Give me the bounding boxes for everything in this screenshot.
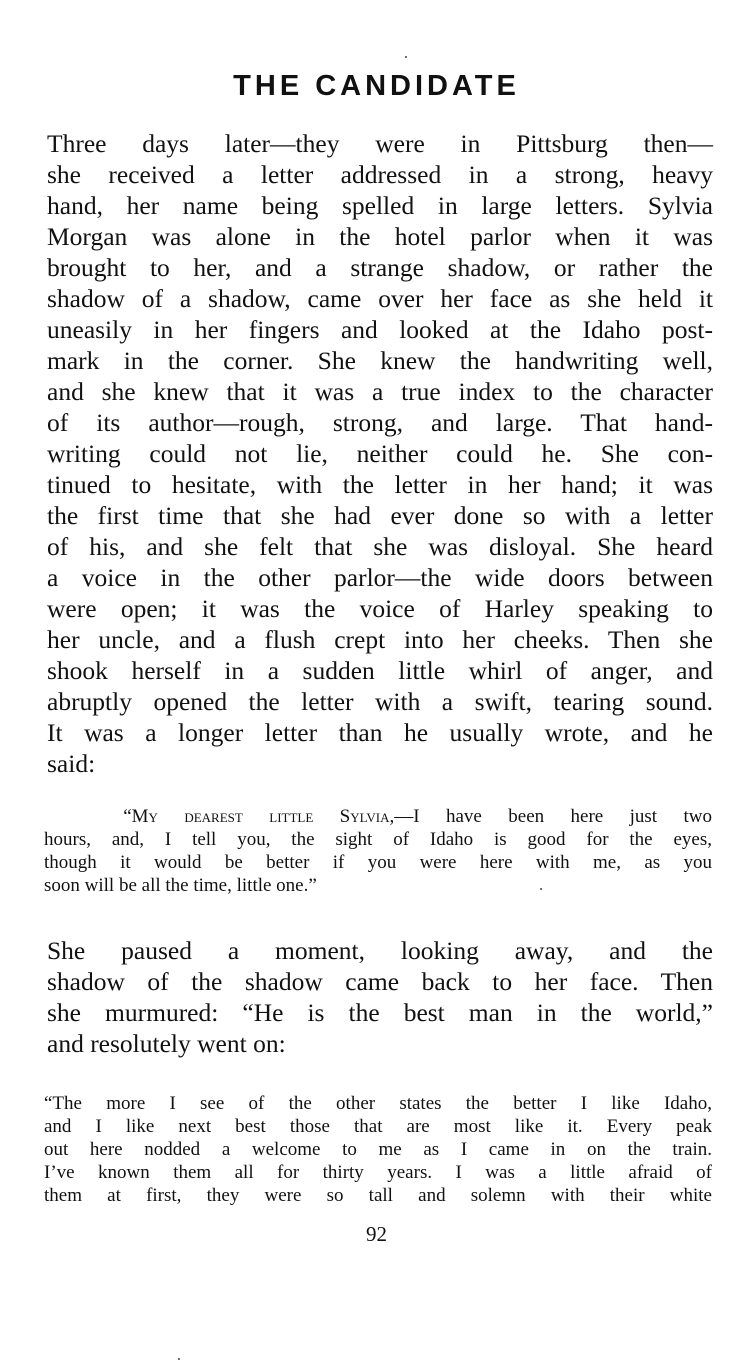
text-line: shook herself in a sudden little whirl of anger, and xyxy=(47,656,713,685)
letter-line: though it would be better if you were here with me, as you xyxy=(44,852,712,873)
letter-salutation: “My dearest little Sylvia, xyxy=(123,806,395,827)
letter-line: “The more I see of the other states the better I like Idaho, xyxy=(44,1093,712,1114)
text-line: It was a longer letter than he usually wrote, and he xyxy=(47,718,713,747)
text-line: hand, her name being spelled in large letters. Sylvia xyxy=(47,191,713,220)
text-line: her uncle, and a flush crept into her cheeks. Then she xyxy=(47,625,713,654)
text-line: uneasily in her fingers and looked at the Idaho post- xyxy=(47,315,713,344)
text-line: tinued to hesitate, with the letter in her hand; it was xyxy=(47,470,713,499)
letter-line: out here nodded a welcome to me as I came in on the train. xyxy=(44,1139,712,1160)
text-line: she received a letter addressed in a strong, heavy xyxy=(47,160,713,189)
text-line: she murmured: “He is the best man in the world,” xyxy=(47,998,713,1027)
text-line: shadow of a shadow, came over her face as she held it xyxy=(47,284,713,313)
text-line: of its author—rough, strong, and large. That hand- xyxy=(47,408,713,437)
letter-line: I’ve known them all for thirty years. I was a little afraid of xyxy=(44,1162,712,1183)
text-line: and resolutely went on: xyxy=(47,1029,286,1058)
letter-line xyxy=(44,805,712,828)
paragraph-2 xyxy=(47,935,713,1059)
text-line: Morgan was alone in the hotel parlor when it was xyxy=(47,222,713,251)
text-line: the first time that she had ever done so with a letter xyxy=(47,501,713,530)
letter-excerpt-2 xyxy=(44,1092,712,1207)
paragraph-1 xyxy=(47,128,713,779)
page-number: 92 xyxy=(366,1222,387,1246)
text-line: She paused a moment, looking away, and the xyxy=(47,936,713,965)
letter-line: and I like next best those that are most like it. Every peak xyxy=(44,1116,712,1137)
print-speck xyxy=(178,1358,180,1360)
print-speck xyxy=(405,56,407,58)
letter-text: —I have been here just two xyxy=(394,806,712,827)
letter-line: hours, and, I tell you, the sight of Idaho is good for the eyes, xyxy=(44,829,712,850)
text-line: Three days later—they were in Pittsburg then— xyxy=(47,129,713,158)
text-line: writing could not lie, neither could he. She con- xyxy=(47,439,713,468)
text-line: shadow of the shadow came back to her face. Then xyxy=(47,967,713,996)
text-line: said: xyxy=(47,749,96,778)
running-head: THE CANDIDATE xyxy=(233,70,520,102)
text-line: were open; it was the voice of Harley speaking to xyxy=(47,594,713,623)
text-line: and she knew that it was a true index to the character xyxy=(47,377,713,406)
text-line: brought to her, and a strange shadow, or rather the xyxy=(47,253,713,282)
text-line: mark in the corner. She knew the handwriting well, xyxy=(47,346,713,375)
print-speck xyxy=(540,888,542,890)
text-line: a voice in the other parlor—the wide doors between xyxy=(47,563,713,592)
letter-line: soon will be all the time, little one.” xyxy=(44,875,317,896)
letter-line: them at first, they were so tall and solemn with their white xyxy=(44,1185,712,1206)
text-line: of his, and she felt that she was disloyal. She heard xyxy=(47,532,713,561)
letter-excerpt-1 xyxy=(44,805,712,897)
text-line: abruptly opened the letter with a swift, tearing sound. xyxy=(47,687,713,716)
